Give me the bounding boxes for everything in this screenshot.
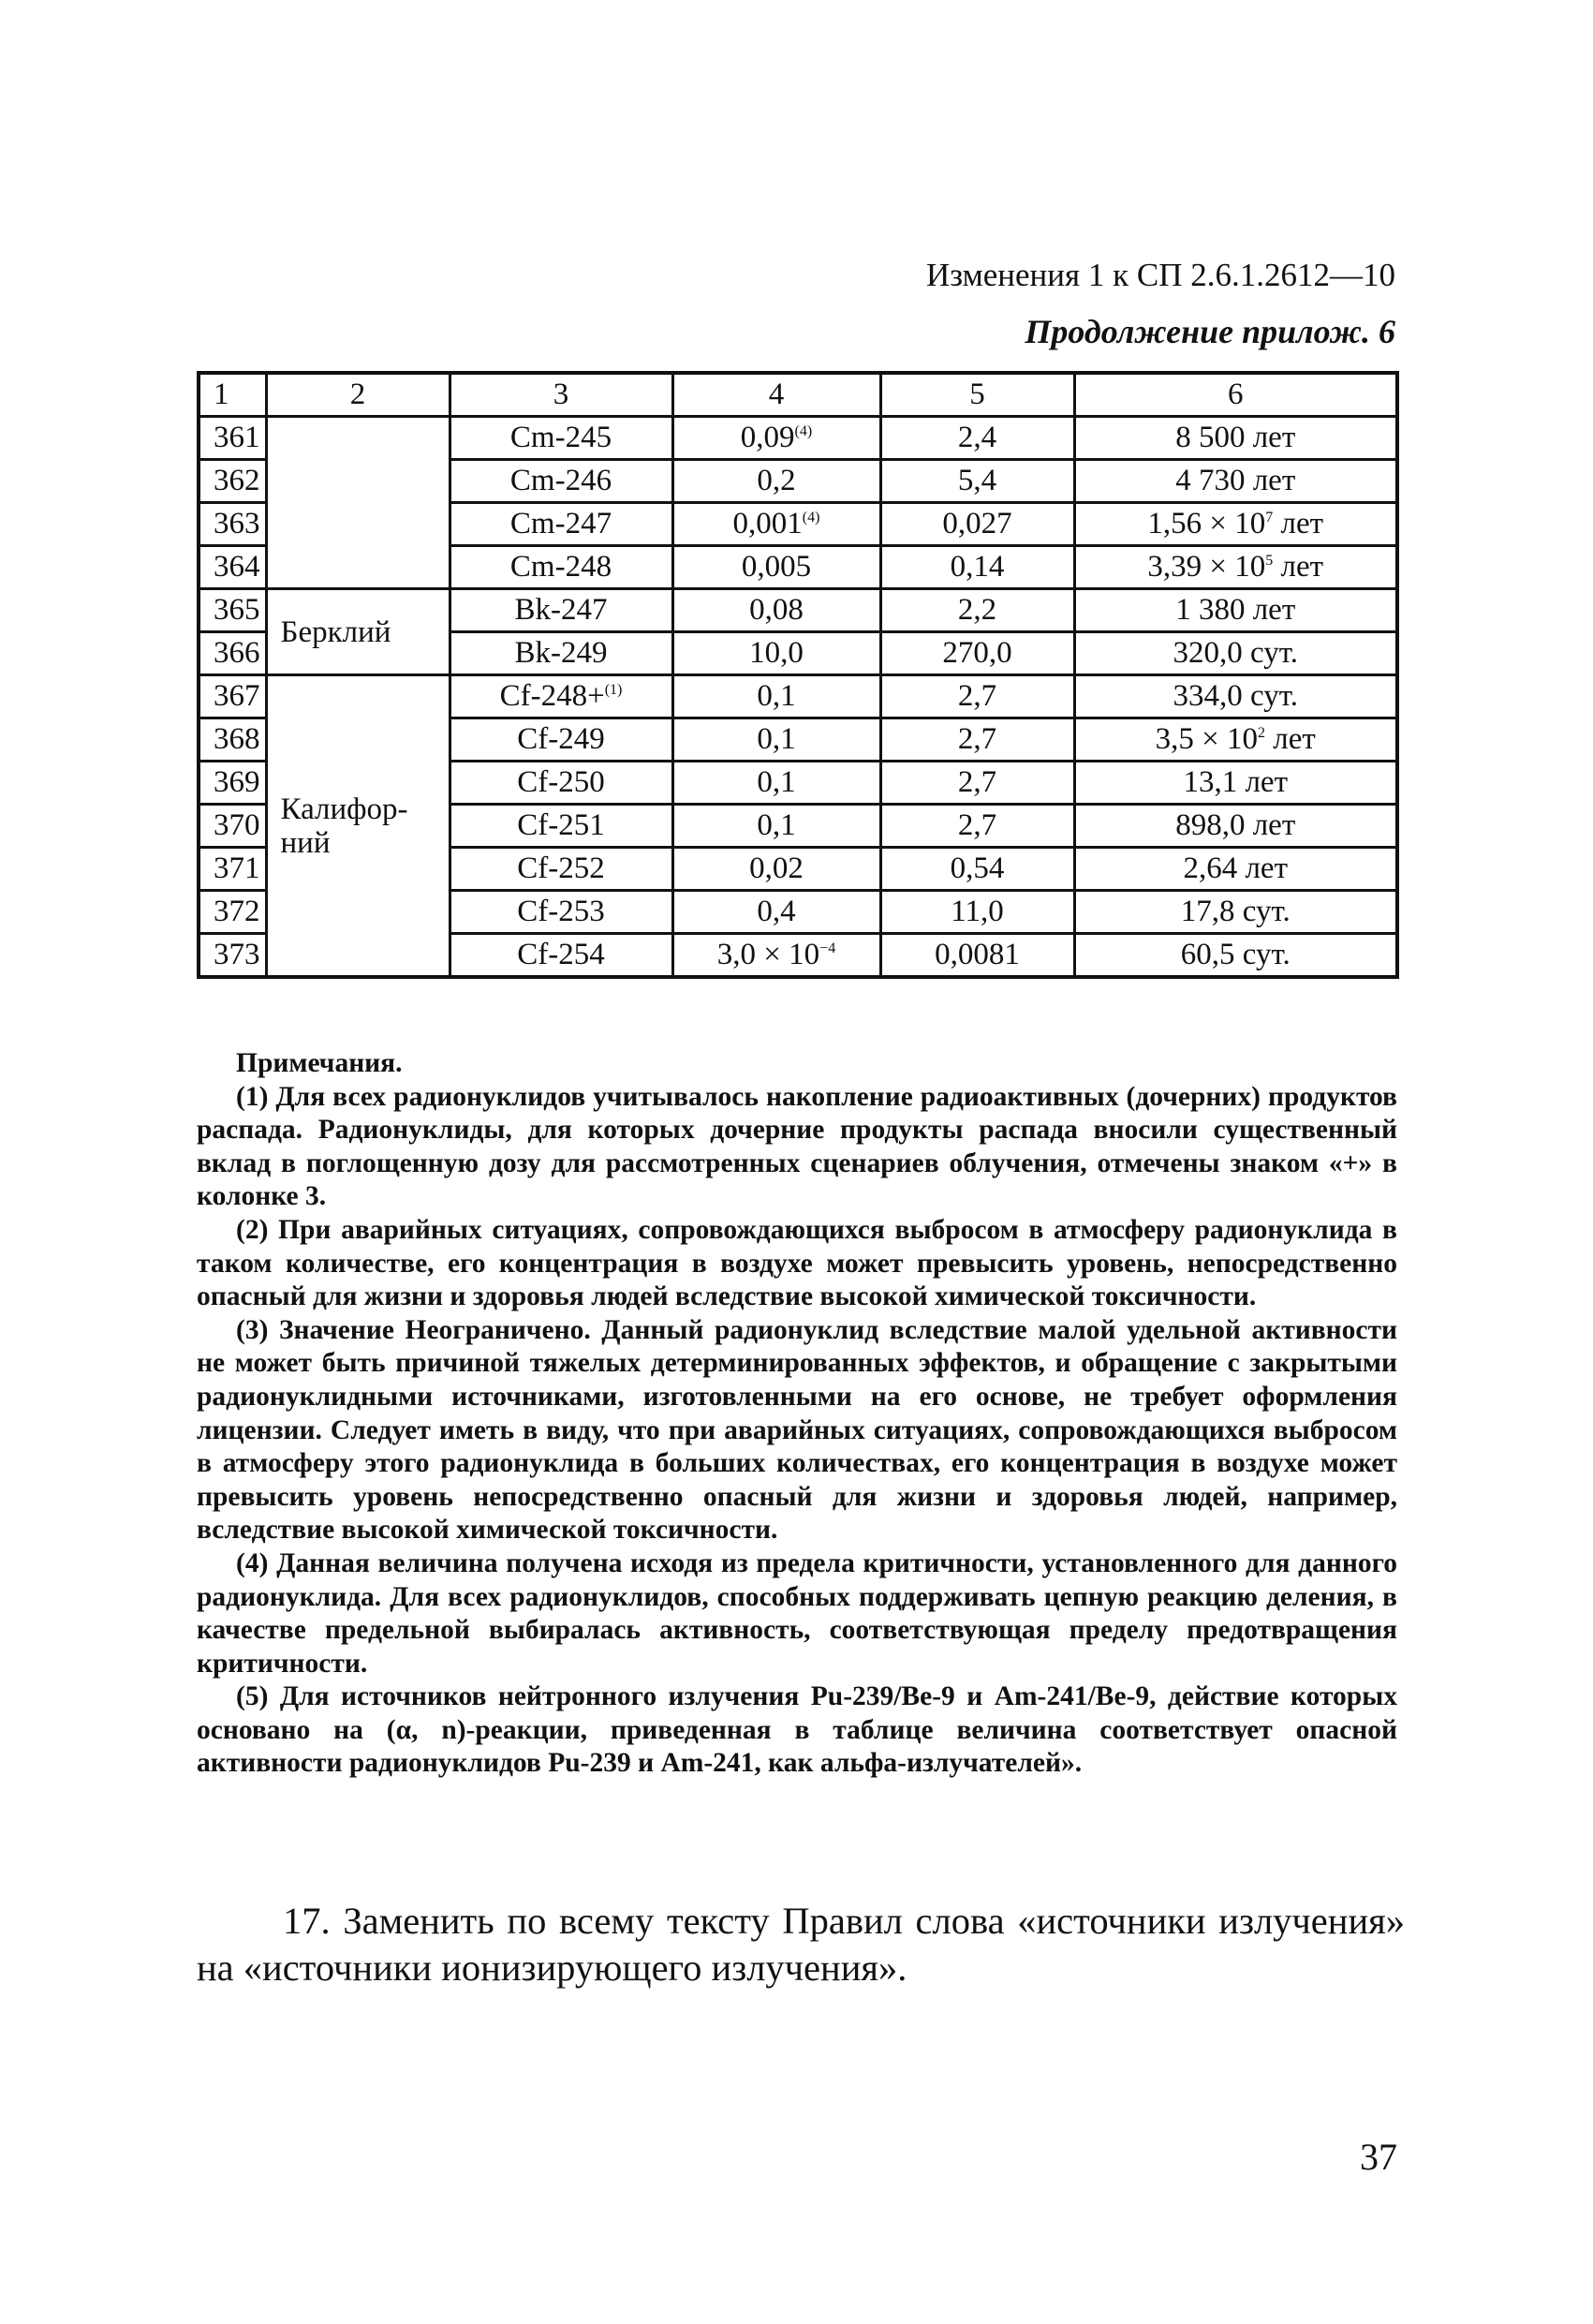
nuclide: Cf-249 (517, 722, 605, 756)
nuclide-cell (450, 546, 672, 589)
nuclide: Cf-252 (517, 851, 605, 885)
row-number-cell (199, 934, 266, 978)
value-col5: 0,54 (950, 851, 1005, 885)
nuclide-cell (450, 762, 672, 805)
nuclide-cell (450, 460, 672, 503)
value-col5: 11,0 (951, 895, 1004, 928)
radionuclide-table (197, 371, 1399, 979)
value-col4-superscript: (4) (794, 423, 813, 439)
value-col5-cell (880, 503, 1074, 546)
column-header: 6 (1074, 373, 1397, 417)
row-number-cell (199, 417, 266, 460)
value-col4-superscript: −4 (819, 940, 836, 956)
note-5: (5) Для источников нейтронного излучения Pu-239/Be-9 и Am-241/Be-9, действие которых основано на (α, n)-реакции, приведенная в таблице величина соответствует опасной активности радионуклидов Pu-239 и Am-241, как альфа-излучателей». (197, 1681, 1397, 1779)
half-life: 2,64 лет (1183, 851, 1289, 885)
element-name-line2: ний (280, 825, 331, 860)
note-3: (3) Значение Неограничено. Данный радионуклид вследствие малой удельной активности не может быть причиной тяжелых детерминированных эффектов, и обращение с закрытыми радионуклидными источниками, изготовленными на его основе, не требует оформления лицензии. Следует иметь в виду, что при аварийных ситуациях, сопровождающихся выбросом в атмосферу этого радионуклида в больших количествах, его концентрация в воздухе может превысить уровень непосредственно опасный для жизни и здоровья людей, например, вследствие высокой химической токсичности. (197, 1314, 1397, 1546)
value-col4-cell (672, 632, 880, 675)
half-life-exponent: 2 (1258, 725, 1266, 741)
nuclide-cell (450, 675, 672, 718)
row-number-cell (199, 632, 266, 675)
row-number: 364 (214, 550, 260, 584)
half-life-exponent: 7 (1265, 510, 1274, 525)
row-number-cell (199, 805, 266, 848)
value-col5: 0,027 (942, 507, 1012, 540)
value-col4-cell (672, 891, 880, 934)
document-header: Изменения 1 к СП 2.6.1.2612—10 (926, 257, 1395, 293)
nuclide: Cm-245 (509, 421, 612, 454)
row-number: 363 (214, 507, 260, 540)
value-col4: 0,005 (741, 550, 812, 584)
value-col4: 0,1 (757, 765, 796, 799)
value-col5: 2,7 (957, 722, 997, 756)
half-life: 3,5 × 10 (1155, 722, 1259, 756)
value-col5-cell (880, 805, 1074, 848)
value-col4: 0,08 (749, 593, 804, 627)
value-col5: 5,4 (957, 464, 997, 497)
half-life-cell (1074, 848, 1397, 891)
value-col4: 3,0 × 10 (716, 938, 820, 971)
row-number: 366 (214, 636, 260, 670)
nuclide: Cf-248+ (499, 679, 605, 713)
half-life-unit: лет (1265, 722, 1316, 756)
half-life: 4 730 лет (1175, 464, 1296, 497)
column-header: 1 (199, 373, 266, 417)
value-col5-cell (880, 460, 1074, 503)
appendix-continuation-label: Продолжение прилож. 6 (1025, 313, 1395, 350)
row-number-cell (199, 848, 266, 891)
value-col4-cell (672, 848, 880, 891)
value-col5: 270,0 (942, 636, 1012, 670)
element-name: Берклий (280, 614, 391, 649)
nuclide-cell (450, 805, 672, 848)
value-col4-cell (672, 546, 880, 589)
half-life-cell (1074, 762, 1397, 805)
value-col5: 2,7 (957, 679, 997, 713)
page-number: 37 (1360, 2136, 1397, 2178)
half-life: 1 380 лет (1175, 593, 1296, 627)
column-header: 2 (266, 373, 450, 417)
table-row (199, 675, 1397, 718)
column-header: 3 (450, 373, 672, 417)
row-number: 365 (214, 593, 260, 627)
row-number-cell (199, 503, 266, 546)
value-col4: 0,001 (732, 507, 803, 540)
half-life-cell (1074, 417, 1397, 460)
value-col4-superscript: (4) (802, 510, 820, 525)
half-life-cell (1074, 460, 1397, 503)
element-name-line1: Калифор- (280, 792, 408, 826)
value-col5-cell (880, 718, 1074, 762)
value-col4: 0,1 (757, 679, 796, 713)
value-col4-cell (672, 503, 880, 546)
nuclide-cell (450, 503, 672, 546)
element-group-empty (266, 417, 450, 589)
value-col4: 0,1 (757, 722, 796, 756)
value-col5-cell (880, 589, 1074, 632)
row-number: 369 (214, 765, 260, 799)
value-col4-cell (672, 805, 880, 848)
nuclide-note-ref: (1) (604, 682, 623, 698)
value-col5: 2,7 (957, 808, 997, 842)
half-life-cell (1074, 934, 1397, 978)
value-col4: 0,4 (757, 895, 796, 928)
table-body (199, 373, 1397, 977)
row-number-cell (199, 589, 266, 632)
note-1: (1) Для всех радионуклидов учитывалось накопление радиоактивных (дочерних) продуктов распада. Радионуклиды, для которых дочерние продукты распада вносили существенный вклад в поглощенную дозу для рассмотренных сценариев облучения, отмечены знаком «+» в колонке 3. (197, 1081, 1397, 1212)
table-row (199, 589, 1397, 632)
value-col4: 0,1 (757, 808, 796, 842)
value-col5-cell (880, 848, 1074, 891)
row-number: 371 (214, 851, 260, 885)
value-col4-cell (672, 675, 880, 718)
value-col5-cell (880, 675, 1074, 718)
value-col4: 0,09 (740, 421, 795, 454)
value-col5-cell (880, 762, 1074, 805)
element-group-berkelium (266, 589, 450, 675)
nuclide: Cm-246 (509, 464, 612, 497)
value-col5-cell (880, 417, 1074, 460)
half-life: 17,8 сут. (1180, 895, 1291, 928)
row-number-cell (199, 460, 266, 503)
row-number: 370 (214, 808, 260, 842)
column-header: 4 (672, 373, 880, 417)
row-number: 361 (214, 421, 260, 454)
row-number-cell (199, 546, 266, 589)
table-row (199, 417, 1397, 460)
value-col5-cell (880, 632, 1074, 675)
row-number: 372 (214, 895, 260, 928)
nuclide-cell (450, 632, 672, 675)
note-2: (2) При аварийных ситуациях, сопровождающихся выбросом в атмосферу радионуклида в таком количестве, его концентрация в воздухе может превысить уровень, непосредственно опасный для жизни и здоровья людей вследствие высокой химической токсичности. (197, 1214, 1397, 1312)
row-number: 368 (214, 722, 260, 756)
value-col4-cell (672, 589, 880, 632)
half-life: 898,0 лет (1175, 808, 1296, 842)
half-life-cell (1074, 503, 1397, 546)
nuclide-cell (450, 589, 672, 632)
value-col5: 0,0081 (935, 938, 1020, 971)
half-life: 1,56 × 10 (1147, 507, 1266, 540)
half-life-unit: лет (1273, 550, 1324, 584)
nuclide: Cm-247 (509, 507, 612, 540)
row-number-cell (199, 762, 266, 805)
element-group-californium (266, 675, 450, 978)
value-col4-cell (672, 460, 880, 503)
value-col5-cell (880, 891, 1074, 934)
half-life: 334,0 сут. (1173, 679, 1298, 713)
value-col5: 2,7 (957, 765, 997, 799)
nuclide-cell (450, 417, 672, 460)
nuclide: Bk-247 (514, 593, 608, 627)
nuclide: Cf-254 (517, 938, 605, 971)
amendment-item-17-text: 17. Заменить по всему тексту Правил слова «источники излучения» на «источники ионизирующего излучения». (197, 1900, 1405, 1989)
nuclide: Cf-253 (517, 895, 605, 928)
row-number: 373 (214, 938, 260, 971)
half-life: 8 500 лет (1175, 421, 1296, 454)
value-col4-cell (672, 934, 880, 978)
value-col4: 0,2 (757, 464, 796, 497)
row-number-cell (199, 675, 266, 718)
value-col4-cell (672, 762, 880, 805)
table-header-row (199, 373, 1397, 417)
row-number-cell (199, 891, 266, 934)
value-col5: 0,14 (950, 550, 1005, 584)
value-col5: 2,2 (957, 593, 997, 627)
nuclide: Bk-249 (514, 636, 608, 670)
value-col5-cell (880, 934, 1074, 978)
notes-section (197, 1047, 1397, 1781)
half-life: 60,5 сут. (1180, 938, 1291, 971)
half-life: 13,1 лет (1183, 765, 1289, 799)
half-life-cell (1074, 805, 1397, 848)
value-col4-cell (672, 718, 880, 762)
notes-title: Примечания. (236, 1048, 403, 1078)
half-life-unit: лет (1273, 507, 1324, 540)
half-life: 3,39 × 10 (1147, 550, 1266, 584)
value-col4-cell (672, 417, 880, 460)
half-life-cell (1074, 718, 1397, 762)
nuclide: Cf-250 (517, 765, 605, 799)
half-life-cell (1074, 589, 1397, 632)
nuclide: Cm-248 (509, 550, 612, 584)
row-number-cell (199, 718, 266, 762)
nuclide-cell (450, 891, 672, 934)
value-col4: 10,0 (749, 636, 804, 670)
row-number: 362 (214, 464, 260, 497)
half-life-exponent: 5 (1265, 553, 1274, 569)
note-4: (4) Данная величина получена исходя из предела критичности, установленного для данного радионуклида. Для всех радионуклидов, способных поддерживать цепную реакцию деления, в качестве предельной выбиралась активность, соответствующая пределу предотвращения критичности. (197, 1547, 1397, 1679)
half-life-cell (1074, 675, 1397, 718)
value-col5: 2,4 (957, 421, 997, 454)
amendment-item-17 (197, 1898, 1405, 1991)
value-col5-cell (880, 546, 1074, 589)
nuclide-cell (450, 718, 672, 762)
value-col4: 0,02 (749, 851, 804, 885)
column-header: 5 (880, 373, 1074, 417)
nuclide-cell (450, 934, 672, 978)
nuclide: Cf-251 (517, 808, 605, 842)
half-life-cell (1074, 632, 1397, 675)
nuclide-cell (450, 848, 672, 891)
half-life-cell (1074, 546, 1397, 589)
row-number: 367 (214, 679, 260, 713)
half-life: 320,0 сут. (1173, 636, 1298, 670)
half-life-cell (1074, 891, 1397, 934)
